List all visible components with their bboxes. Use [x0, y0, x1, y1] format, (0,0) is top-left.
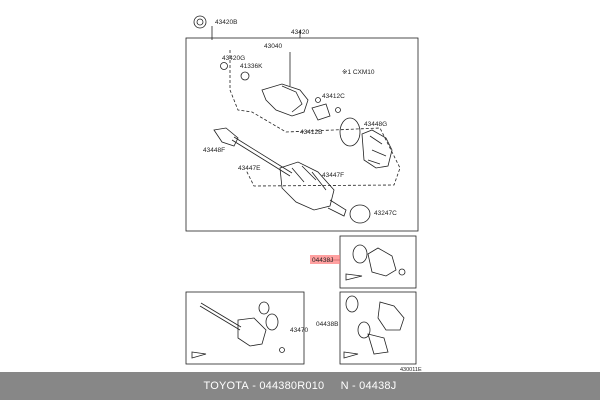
kit-04438B-boot [378, 302, 404, 330]
part-43470-joint [238, 318, 266, 346]
part-43448G-boot-band [340, 118, 360, 146]
part-43448G-boot [362, 130, 392, 168]
label-04438J: 04438J [312, 257, 334, 264]
kit-04438J-band [353, 245, 367, 263]
label-43247C: 43247C [374, 210, 397, 217]
part-43420G-snap-ring [221, 63, 228, 70]
kit-04438J-grease [346, 274, 362, 280]
caption-separator: - [248, 380, 260, 392]
label-43470: 43470 [290, 327, 309, 334]
label-43420G: 43420G [222, 55, 246, 62]
caption-part-number: 044380R010 [259, 380, 325, 392]
part-43040-inner-joint [262, 84, 308, 116]
kit-box-04438J [340, 236, 416, 288]
part-43247C-boot-band [350, 205, 370, 223]
label-43412B: 43412B [300, 129, 323, 136]
part-43412B-joint [312, 104, 330, 120]
caption-brand: TOYOTA [203, 380, 249, 392]
label-43447E: 43447E [238, 165, 261, 172]
label-43447F: 43447F [322, 172, 345, 179]
part-43412C-bearing [316, 98, 321, 103]
caption-gap [324, 380, 340, 392]
kit-04438B-grease [344, 352, 358, 358]
part-43420B-seal [194, 16, 206, 28]
label-note: ※1 CXM10 [342, 69, 375, 76]
assembly-frame-43470 [186, 292, 304, 364]
label-43040: 43040 [264, 43, 283, 50]
caption-bar [0, 372, 600, 400]
label-43420: 43420 [291, 29, 310, 36]
label-43420B: 43420B [215, 19, 238, 26]
label-code: 430011E [400, 367, 422, 372]
label-43412C: 43412C [322, 93, 345, 100]
label-43448G: 43448G [364, 121, 388, 128]
caption-code: N - 04438J [340, 380, 397, 392]
part-41336K-clip [241, 72, 249, 80]
label-41336K: 41336K [240, 63, 263, 70]
kit-43470-grease [192, 352, 206, 358]
label-43448F: 43448F [203, 147, 226, 154]
label-04438B: 04438B [316, 321, 339, 328]
kit-04438J-boot [368, 248, 396, 276]
